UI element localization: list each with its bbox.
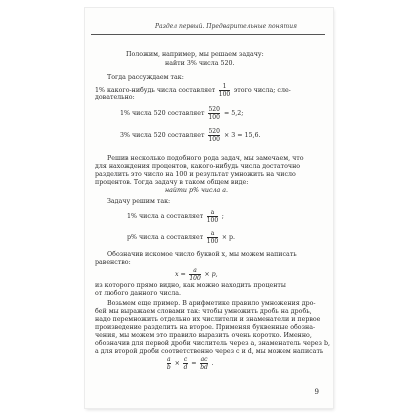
formula-line: x = $\frac{a}{100}$ × p,	[175, 267, 218, 282]
fraction: $\frac{1}{100}$	[218, 83, 231, 98]
text-line: Тогда рассуждаем так:	[107, 74, 184, 81]
text-line: произведение разделить на второе. Применяя буквенные обозна-	[95, 324, 316, 331]
text-line: найти 3% числа 520.	[165, 60, 235, 67]
text-line: для нахождения процентов, какого-нибудь числа достаточно	[95, 163, 301, 170]
text-line: довательно:	[95, 94, 135, 101]
text-line: из которого прямо видно, как можно находить проценты	[95, 282, 286, 289]
fraction: $\frac{a}{100}$	[206, 230, 219, 245]
fraction: $\frac{a}{b}$	[166, 356, 171, 371]
fraction: $\frac{a}{100}$	[206, 209, 219, 224]
fraction: $\frac{520}{100}$	[208, 106, 220, 121]
text-line: Возьмем еще пример. В арифметике правило умножения дро-	[107, 300, 316, 307]
text-line: бей мы выражаем словами так: чтобы умножить дробь на дробь,	[95, 308, 312, 315]
book-page	[85, 8, 333, 408]
text-line: Обозначив искомое число буквой x, мы можем написать	[107, 251, 297, 258]
fraction: $\frac{520}{100}$	[208, 128, 220, 143]
text-line: а для второй дроби соответственно через c и d, мы можем написать	[95, 348, 324, 355]
formula-line: 3% числа 520 составляет $\frac{520}{100}$ × 3 = 15,6.	[120, 128, 261, 143]
fraction: $\frac{ac}{bd}$	[200, 356, 208, 371]
header-rule	[91, 34, 325, 35]
running-header: Раздел первый. Предварительные понятия	[155, 23, 298, 30]
text-line: 1% какого-нибудь числа составляет $\frac{1}{100}$ этого числа; сле-	[95, 83, 291, 98]
text-line: обозначив для первой дроби числитель через a, знаменатель через b,	[95, 340, 330, 347]
text-line: чения, мы можем это правило выразить очень коротко. Именно,	[95, 332, 312, 339]
text-line: Задачу решим так:	[107, 198, 171, 205]
formula-line: p% числа a составляет $\frac{a}{100}$ × p.	[127, 230, 236, 245]
text-line: процентов. Тогда задачу в таком общем виде:	[95, 179, 249, 186]
text-line: надо перемножить отдельно их числители и знаменатели и первое	[95, 316, 321, 323]
text-line: равенство:	[95, 259, 131, 266]
text-line: найти p% числа a.	[165, 187, 229, 194]
formula-line: 1% числа 520 составляет $\frac{520}{100}$ = 5,2;	[120, 106, 244, 121]
formula-line: $\frac{a}{b}$ × $\frac{c}{d}$ = $\frac{ac}{bd}$ .	[166, 356, 214, 371]
fraction: $\frac{a}{100}$	[189, 267, 201, 282]
formula-line: 1% числа a составляет $\frac{a}{100}$ ;	[127, 209, 224, 224]
text-line: Решив несколько подобного рода задач, мы замечаем, что	[107, 155, 304, 162]
text-line: разделить это число на 100 и результат умножить на число	[95, 171, 296, 178]
page-number: 9	[314, 388, 319, 396]
text-line: Положим, например, мы решаем задачу:	[126, 51, 264, 58]
fraction: $\frac{c}{d}$	[183, 356, 188, 371]
text-line: от любого данного числа.	[95, 290, 181, 297]
